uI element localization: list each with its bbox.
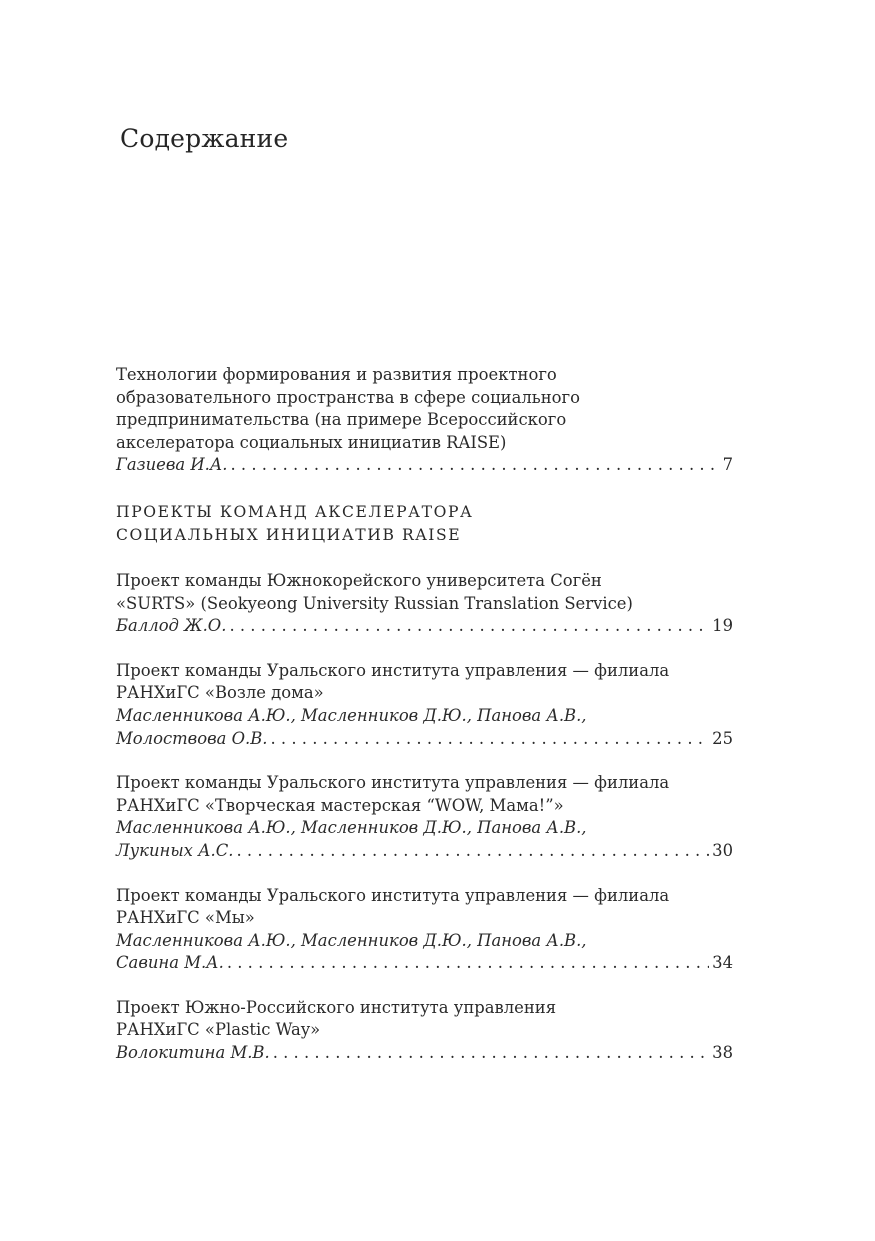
- toc-entry-page-number: 19: [712, 616, 733, 636]
- toc-entry-authors: Волокитина М.В.: [116, 1043, 270, 1063]
- toc-entry-intro[interactable]: [116, 364, 733, 477]
- toc-entry-title-line: «SURTS» (Seokyeong University Russian Translation Service): [116, 593, 633, 613]
- toc-entry[interactable]: [116, 885, 733, 975]
- dot-leader: [237, 840, 710, 863]
- dot-leader: [273, 1042, 709, 1065]
- toc-entry-title-line: Технологии формирования и развития проектного: [116, 365, 557, 384]
- toc-section-heading: [116, 501, 733, 547]
- dot-leader: [271, 728, 710, 751]
- table-of-contents: [116, 364, 733, 1065]
- section-heading-line: ПРОЕКТЫ КОМАНД АКСЕЛЕРАТОРА: [116, 502, 474, 521]
- toc-entry-page-number: 25: [712, 728, 733, 748]
- toc-entry[interactable]: [116, 772, 733, 862]
- toc-entry-authors: Молоствова О.В.: [116, 728, 268, 748]
- toc-entry-title-line: акселератора социальных инициатив RAISE): [116, 432, 507, 452]
- toc-entry-author-line: [116, 615, 733, 638]
- section-heading-line: СОЦИАЛЬНЫХ ИНИЦИАТИВ RAISE: [116, 525, 462, 544]
- toc-entry-title-line: РАНХиГС «Мы»: [116, 908, 255, 928]
- toc-entry-title-line: предпринимательства (на примере Всероссийского: [116, 410, 567, 430]
- toc-entry-authors: Баллод Ж.О.: [116, 616, 227, 636]
- toc-entry-title-line: Проект команды Уральского института управления — филиала: [116, 660, 670, 680]
- toc-entry-author-line: [116, 952, 733, 975]
- toc-entry-page-number: 7: [722, 455, 733, 475]
- toc-entry-page-number: 30: [712, 840, 733, 860]
- dot-leader: [230, 454, 719, 477]
- toc-entry-author-line: [116, 1042, 733, 1065]
- toc-entry-title-line: Проект команды Уральского института управления — филиала: [116, 773, 670, 793]
- toc-entry-authors: Масленникова А.Ю., Масленников Д.Ю., Панова А.В.,: [116, 930, 587, 950]
- toc-entry-title-line: образовательного пространства в сфере социального: [116, 387, 580, 407]
- dot-leader: [227, 952, 709, 975]
- toc-entry-title-line: Проект команды Южнокорейского университета Согён: [116, 570, 602, 590]
- toc-entry-author-line: [116, 840, 733, 863]
- toc-entry-author-line: [116, 728, 733, 751]
- toc-entry-authors: Газиева И.А.: [116, 455, 228, 475]
- toc-entry[interactable]: [116, 997, 733, 1065]
- toc-entry-title-line: РАНХиГС «Возле дома»: [116, 683, 324, 703]
- toc-entry-authors: Савина М.А.: [116, 953, 224, 973]
- dot-leader: [229, 615, 709, 638]
- toc-entry[interactable]: [116, 570, 733, 638]
- toc-entry-author-line: [116, 454, 733, 477]
- toc-entry[interactable]: [116, 660, 733, 750]
- page-title: Содержание: [120, 124, 289, 153]
- toc-entry-title-line: Проект команды Уральского института управления — филиала: [116, 885, 670, 905]
- toc-entry-title-line: Проект Южно-Российского института управления: [116, 997, 557, 1017]
- toc-entry-page-number: 38: [712, 1043, 733, 1063]
- toc-entry-authors: Лукиных А.С.: [116, 840, 234, 860]
- toc-entry-page-number: 34: [712, 953, 733, 973]
- toc-entry-authors: Масленникова А.Ю., Масленников Д.Ю., Панова А.В.,: [116, 705, 587, 725]
- toc-entry-title-line: РАНХиГС «Plastic Way»: [116, 1020, 321, 1040]
- toc-entry-title-line: РАНХиГС «Творческая мастерская “WOW, Мама!”»: [116, 795, 564, 815]
- toc-entry-authors: Масленникова А.Ю., Масленников Д.Ю., Панова А.В.,: [116, 818, 587, 838]
